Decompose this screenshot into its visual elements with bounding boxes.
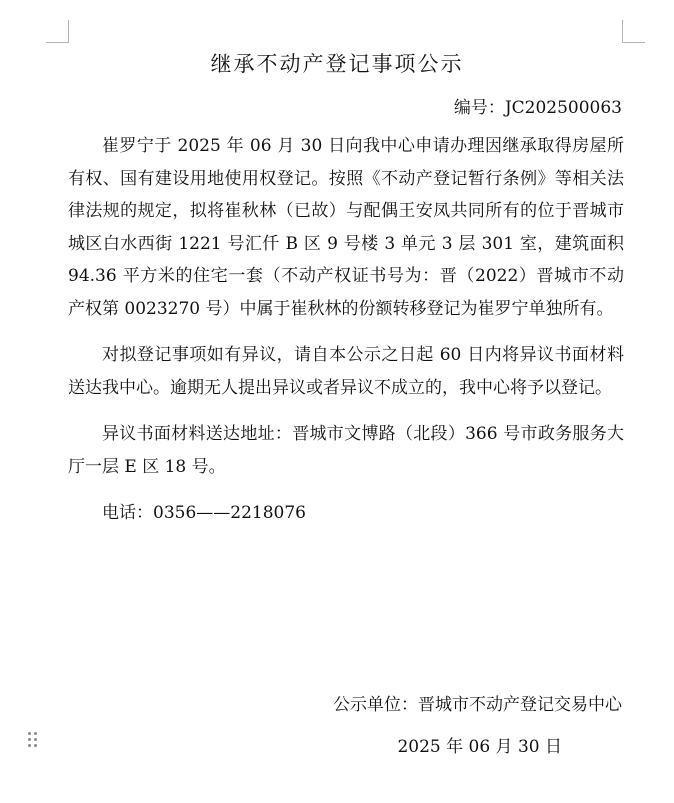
paragraph-objection: 对拟登记事项如有异议，请自本公示之日起 60 日内将异议书面材料送达我中心。逾期无人提出异议或者异议不成立的，我中心将予以登记。	[68, 345, 624, 398]
document-title: 继承不动产登记事项公示	[210, 52, 464, 76]
drag-handle-icon[interactable]	[28, 732, 38, 748]
paragraph-phone: 电话：0356——2218076	[102, 503, 306, 523]
page-corner-mark-top-right	[622, 20, 645, 43]
document-serial-number: 编号：JC202500063	[453, 98, 622, 118]
signature-unit: 公示单位：晋城市不动产登记交易中心	[333, 695, 622, 715]
paragraph-main: 崔罗宁于 2025 年 06 月 30 日向我中心申请办理因继承取得房屋所有权、国有建设用地使用权登记。按照《不动产登记暂行条例》等相关法律法规的规定，拟将崔秋林（已故）与配偶王安凤共同所有的位于晋城市城区白水西街 1221 号汇仟 B 区 9 号楼 3 单元 3 层 301 室，建筑面积 94.36 平方米的住宅一套（不动产权证书号为：晋（2022）晋城市不动产权第 0023270 号）中属于崔秋林的份额转移登记为崔罗宁单独所有。	[68, 136, 624, 319]
signature-date: 2025 年 06 月 30 日	[397, 737, 562, 757]
paragraph-address: 异议书面材料送达地址：晋城市文博路（北段）366 号市政务服务大厅一层 E 区 18 号。	[68, 424, 624, 477]
page-corner-mark-top-left	[46, 20, 69, 43]
document-body	[68, 130, 624, 544]
